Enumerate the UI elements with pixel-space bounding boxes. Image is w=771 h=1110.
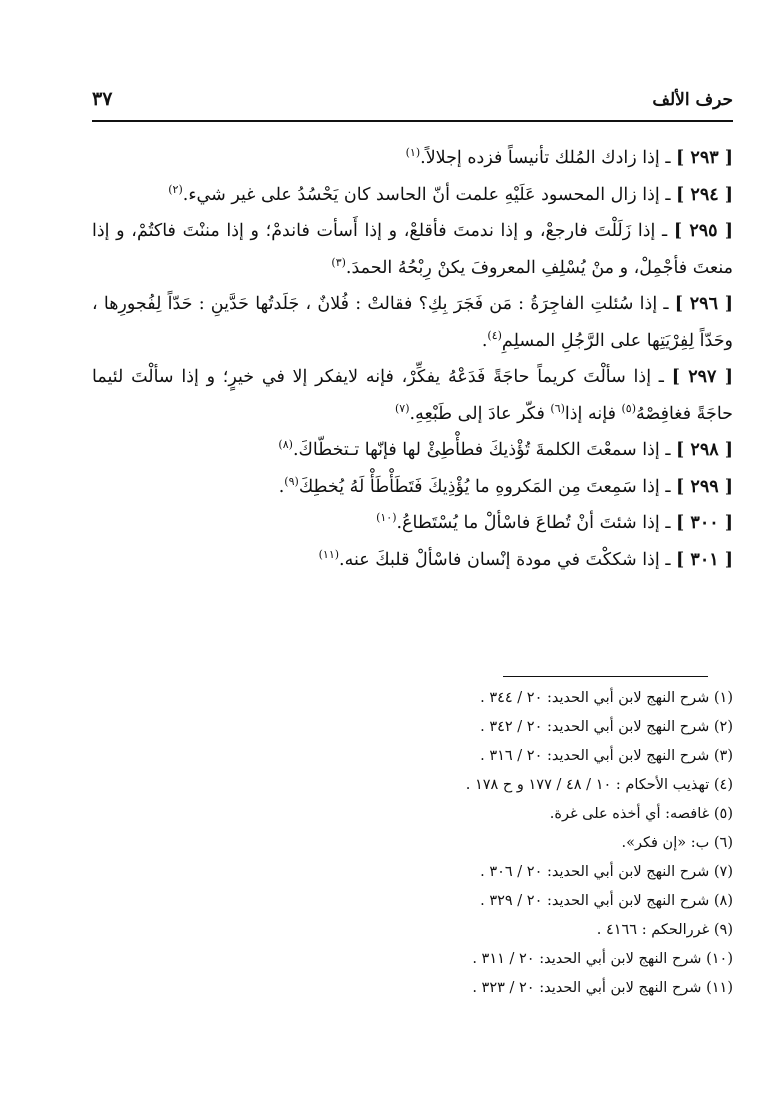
footnote-5 xyxy=(93,800,733,829)
footnote-10 xyxy=(93,945,733,974)
entry-number: [ ٢٩٩ ] xyxy=(676,476,733,497)
footnote-ref: (٩) xyxy=(284,474,299,488)
footnote-ref: (٥) xyxy=(621,401,637,415)
saying-298 xyxy=(92,432,733,469)
footnote-ref: (٨) xyxy=(278,438,293,452)
footnote-number: (٨) xyxy=(713,893,733,909)
footnote-ref: (٢) xyxy=(168,182,183,196)
footnote-7 xyxy=(93,858,733,887)
footnote-text: شرح النهج لابن أبي الحديد: ٢٠ / ٣١١ . xyxy=(472,951,707,967)
footnote-6 xyxy=(93,829,733,858)
entry-tail: . xyxy=(481,330,488,351)
chapter-title: حرف الألف xyxy=(652,90,733,110)
entry-text: ـ إذا سمعْتَ الكلمةَ تُؤْذيكَ فطأْطِئْ لها فإنّها تـتخطّاكَ. xyxy=(292,440,677,460)
footnote-text: تهذيب الأحكام : ١٠ / ٤٨ / ١٧٧ و ح ١٧٨ . xyxy=(465,777,714,793)
footnote-ref: (٣) xyxy=(331,255,346,269)
entry-text-continued: فإنه إذا xyxy=(564,403,622,424)
saying-297 xyxy=(92,359,733,432)
entry-text: ـ إذا زَلَلْتَ فارجعْ، و إذا ندمتَ فأقلعْ، و إذا أَسأت فاندمْ؛ و إذا مننْتَ فاكتُمْ، و إذا منعتَ فأجْمِلْ، و منْ يُسْلِفِ المعروفَ يكنْ رِبْحُهُ الحمدَ. xyxy=(92,221,733,278)
footnote-1 xyxy=(93,684,733,713)
saying-299 xyxy=(92,469,733,506)
footnote-ref: (٧) xyxy=(394,401,410,415)
footnote-ref: (٤) xyxy=(487,328,502,342)
saying-300 xyxy=(92,505,733,542)
footnote-number: (٦) xyxy=(713,835,733,851)
footnote-text: شرح النهج لابن أبي الحديد: ٢٠ / ٣٤٤ . xyxy=(480,690,714,706)
footnote-ref: (٦) xyxy=(550,401,565,415)
footnote-divider xyxy=(503,676,708,677)
entry-number: [ ٣٠٠ ] xyxy=(676,513,733,533)
entry-number: [ ٢٩٥ ] xyxy=(673,221,734,241)
footnote-text: غافصه: أي أخذه على غرة. xyxy=(549,806,714,822)
footnote-3 xyxy=(93,742,733,771)
footnote-text: غررالحكم : ٤١٦٦ . xyxy=(596,922,714,938)
saying-294 xyxy=(92,177,733,214)
entry-tail: . xyxy=(278,476,285,497)
footnote-9 xyxy=(93,916,733,945)
footnote-text: ب: «إن فكر». xyxy=(621,835,714,851)
entry-text-continued: فكّر عادَ إلى طَبْعِهِ. xyxy=(409,403,551,424)
footnote-number: (٢) xyxy=(713,719,733,735)
footnote-ref: (١) xyxy=(405,146,421,160)
footnote-number: (١) xyxy=(713,690,733,706)
footnote-number: (٧) xyxy=(713,864,733,880)
sayings-list xyxy=(92,140,733,578)
entry-text: ـ إذا سَمِعتَ مِن المَكروهِ ما يُؤْذِيكَ فَتَطَأْطَأْ لَهُ يُخطِكَ xyxy=(298,476,677,497)
entry-text: ـ إذا سُئلتِ الفاجِرَةُ : مَن فَجَرَ بِكِ؟ فقالتْ : فُلانٌ ، جَلَدتُها حَدَّينِ : حَدّاً لِفُجورِها ، وحَدّاً لِفِرْيَتِها على الرَّجُلِ المسلِمِ xyxy=(92,294,733,351)
entry-number: [ ٣٠١ ] xyxy=(676,549,733,570)
footnote-number: (٣) xyxy=(713,748,733,764)
entry-number: [ ٢٩٤ ] xyxy=(676,184,733,205)
saying-296 xyxy=(92,286,733,359)
entry-number: [ ٢٩٨ ] xyxy=(676,440,733,460)
footnote-text: شرح النهج لابن أبي الحديد: ٢٠ / ٣٢٣ . xyxy=(472,980,707,996)
entry-text: ـ إذا سألْتَ كريماً حاجَةً فَدَعْهُ يفكِّرْ، فإنه لايفكر إلا في خيرٍ؛ و إذا سألْتَ لئيما حاجَةً فغافِصْهُ xyxy=(92,367,733,424)
saying-293 xyxy=(92,140,733,177)
entry-text: ـ إذا زال المحسود عَلَيْهِ علمت أنّ الحاسد كان يَحْسُدُ على غير شيء. xyxy=(182,184,677,205)
footnote-ref: (١٠) xyxy=(376,511,397,525)
footnote-11 xyxy=(93,974,733,1003)
running-header xyxy=(92,84,733,122)
footnote-text: شرح النهج لابن أبي الحديد: ٢٠ / ٣٢٩ . xyxy=(480,893,714,909)
footnote-number: (٥) xyxy=(713,806,733,822)
footnote-text: شرح النهج لابن أبي الحديد: ٢٠ / ٣٤٢ . xyxy=(480,719,714,735)
footnote-4 xyxy=(93,771,733,800)
footnote-ref: (١١) xyxy=(318,547,340,561)
footnote-number: (٩) xyxy=(713,922,733,938)
entry-text: ـ إذا شئتَ أنْ تُطاعَ فاسْألْ ما يُسْتَطاعُ. xyxy=(396,513,677,533)
footnote-text: شرح النهج لابن أبي الحديد: ٢٠ / ٣٠٦ . xyxy=(480,864,714,880)
saying-295 xyxy=(92,213,733,286)
footnote-number: (٤) xyxy=(713,777,733,793)
entry-text: ـ إذا شككْتَ في مودة إنْسان فاسْألْ قلبكَ عنه. xyxy=(339,549,677,570)
entry-text: ـ إذا زادك المُلك تأنيساً فزده إجلالاً. xyxy=(420,148,677,168)
saying-301 xyxy=(92,542,733,579)
entry-number: [ ٢٩٣ ] xyxy=(676,148,733,168)
entry-number: [ ٢٩٧ ] xyxy=(671,367,734,387)
footnotes-list xyxy=(93,684,733,1003)
footnote-2 xyxy=(93,713,733,742)
footnote-8 xyxy=(93,887,733,916)
footnote-number: (١٠) xyxy=(706,951,733,967)
footnote-text: شرح النهج لابن أبي الحديد: ٢٠ / ٣١٦ . xyxy=(480,748,714,764)
entry-number: [ ٢٩٦ ] xyxy=(674,294,733,314)
footnote-number: (١١) xyxy=(706,980,733,996)
page-number: ٣٧ xyxy=(92,88,113,110)
